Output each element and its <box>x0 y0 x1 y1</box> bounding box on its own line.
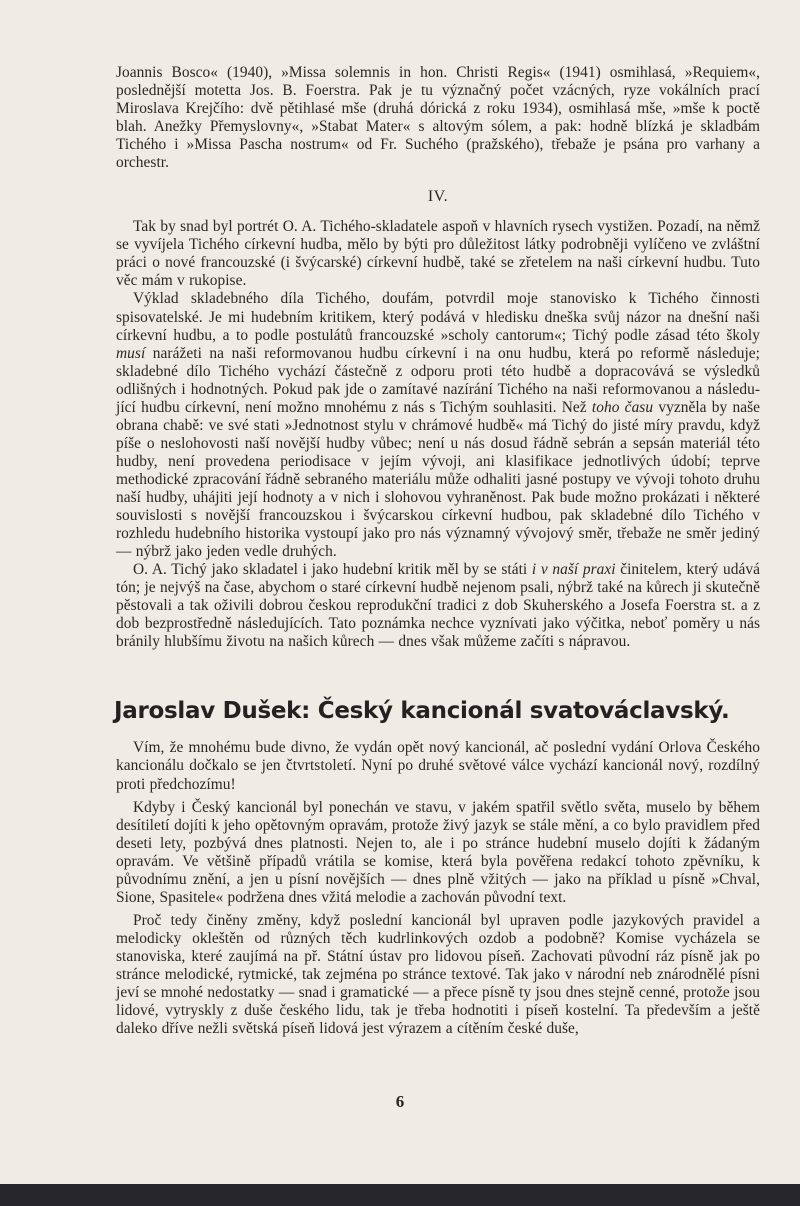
article-body <box>116 739 760 1038</box>
text-column <box>116 64 760 1038</box>
text-run: vyzněla by naše obrana chabě: ve své stati »Jednotnost stylu v chrámové hudbě« má Tichý do jisté míry pravdu, když píše o neslohovosti naší novější hudby vůbec; není u nás dosud řádně sebrán a sepsán materiál této hudby, není provedena periodisace v jejím vývoji, ani klasifikace jednotlivých údobí; teprve methodické zpracování řádně sebraného materiálu může odhaliti jasné postupy ve vývoji tohoto druhu naší hudby, uhájiti její hodnoty a v nich i slohovou vyhraněnost. Pak bude možno prokázati i některé souvislosti s novější francouzskou i švýcarskou církevní hudbou, pak skladebné dílo Tichého v rozhledu hudebního historika vystoupí jako pro nás významný vývojový směr, třebaže ne směr jediný — nýbrž jako jeden vedle druhých. <box>116 398 760 561</box>
text-run: činitelem, který udává tón; je nejvýš na čase, abychom o staré církevní hudbě nejenom psali, nýbrž také na kůrech ji skutečně pěstovali a tak oživili dobrou českou reprodukční tradici z dob Skuherského a Josefa Foerstra st. a z dob bezprostředně následujících. Tato poznámka nechce vyznívati jako výčitka, neboť poměry u nás bránily hlubšímu životu na našich kůrech — dnes však můžeme začíti s nápravou. <box>116 561 760 651</box>
section-numeral: IV. <box>427 188 449 206</box>
italic-run: i v naší praxi <box>531 561 616 579</box>
text-run: narážeti na naši reformovanou hudbu církevní i na onu hudbu, která po reformě následuje; skladebné dílo Tichého vychází částečně z odporu proti této hudbě a dopracovává se výsledků odlišných i hodnotných. Pokud pak jde o zamítavé nazírání Tichého na naši reformovanou a následující hudbu církevní, není možno mnohému z nás s Tichým souhlasiti. Než <box>116 344 760 416</box>
section-iv-paragraph-1: Tak by snad byl portrét O. A. Tichého-skladatele aspoň v hlavních rysech vystižen. Pozadí, na němž se vyvíjela Tichého církevní hudba, mělo by býti pro důležitost látky podrobněji vylíčeno ve zvláštní práci o nové francouzské (i švýcarské) církevní hudbě, také se zřetelem na naši církevní hudbu. Tuto věc mám v rukopise. <box>116 218 760 290</box>
text-run: Výklad skladebného díla Tichého, doufám, potvrdil moje stanovisko k Tichého činnosti spisovatelské. Je mi hudebním kritikem, který podává v hledisku dneška svůj názor na dnešní naši církevní hudbu, a to podle postulátů francouzské »scholy cantorum«; Tichý podle zásad této školy <box>116 290 760 344</box>
text-run: O. A. Tichý jako skladatel i jako hudební kritik měl by se státi <box>133 561 532 579</box>
article-paragraph-2: Kdyby i Český kancionál byl ponechán ve stavu, v jakém spatřil světlo světa, muselo by během desítiletí dojíti k jeho opětovným opravám, protože živý jazyk se stále mění, a co bylo pravidlem před deseti lety, pozbývá dnes platnosti. Nejen to, ale i po stránce hudební muselo dojíti k žádaným opravám. Ve většině případů vrátila se komise, která byla pověřena redakcí tohoto zpěvníku, k původnímu znění, a jen u písní novějších — dnes plně vžitých — jako na příklad u písně »Chval, Sione, Spasitele« podržena dnes vžitá melodie a zachován původní text. <box>116 798 760 906</box>
article-paragraph-1: Vím, že mnohému bude divno, že vydán opět nový kancionál, ač poslední vydání Orlova Českého kancionálu dočkalo se jen čtvrtstoletí. Nyní po druhé světové válce vychází kancionál nový, rozdílný proti předchozímu! <box>116 739 760 793</box>
article-paragraph-3: Proč tedy činěny změny, když poslední kancionál byl upraven podle jazykových pravidel a melodicky okleštěn od různých těch kudrlinkových ozdob a podobně? Komise vycházela se stanoviska, které zaujímá na př. Státní ústav pro lidovou píseň. Zachovati původní ráz písně jak po stránce melodické, rytmické, tak zejména po stránce textové. Tak jako v národní neb znárodnělé písni jeví se mnohé nedostatky — snad i gramatické — a přece písně ty jsou dnes stejně cenné, protože jsou lidové, vytryskly z duše českého lidu, tak je třeba hodnotiti i píseň kostelní. Ta především a ještě daleko dříve nežli světská píseň lidová jest výrazem a cítěním české duše, <box>116 911 760 1038</box>
italic-run: musí <box>116 344 146 362</box>
article <box>116 698 760 1038</box>
continuation-paragraph: Joannis Bosco« (1940), »Missa solemnis in hon. Christi Regis« (1941) osmihlasá, »Requiem«, poslednější motetta Jos. B. Foerstra. Pak je tu význačný počet vzácných, ryze vokálních prací Miroslava Krejčího: dvě pětihlasé mše (druhá dórická z roku 1934), osmihlasá mše, »mše k poctě blah. Anežky Přemyslovny«, »Stabat Mater« s altovým sólem, a pak: hodně blízká je skladbám Tichého i »Missa Pascha nostrum« od Fr. Suchého (pražského), třebaže je psána pro varhany a orchestr. <box>116 64 760 172</box>
section-iv-paragraph-3 <box>116 561 760 651</box>
section-iv-body <box>116 218 760 651</box>
scan-bottom-edge <box>0 1184 800 1206</box>
continuation-block <box>116 64 760 172</box>
article-heading: Jaroslav Dušek: Český kancionál svatováclavský. <box>114 698 730 725</box>
section-iv-paragraph-2 <box>116 290 760 561</box>
italic-run: toho času <box>591 398 654 416</box>
page-number: 6 <box>395 1092 405 1111</box>
